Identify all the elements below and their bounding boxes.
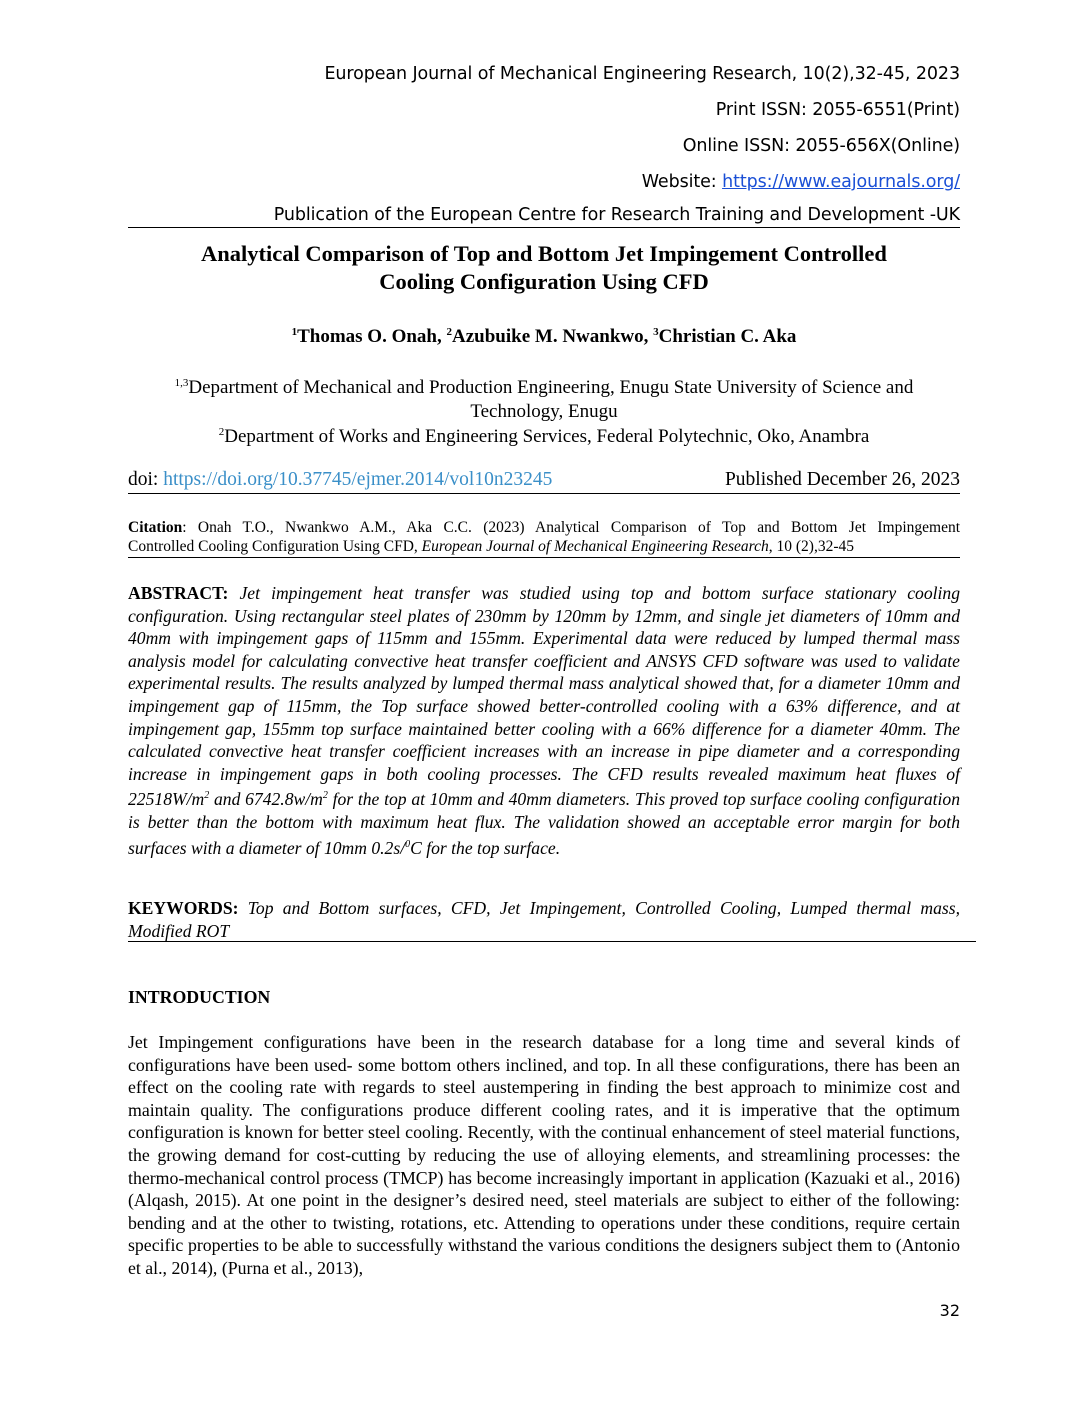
affiliation-2-sup: 2 xyxy=(218,426,225,438)
author-3-sup: 3 xyxy=(653,326,659,338)
abstract-text-2: and 6742.8w/m xyxy=(209,789,323,810)
keywords-text: Top and Bottom surfaces, CFD, Jet Impingement, Controlled Cooling, Lumped thermal mass, Modified ROT xyxy=(128,898,960,941)
abstract-sup-2: 2 xyxy=(322,790,328,802)
affiliation-2-text: Department of Works and Engineering Services, Federal Polytechnic, Oko, Anambra xyxy=(224,426,870,447)
author-2-sup: 2 xyxy=(446,326,452,338)
title-line-2: Cooling Configuration Using CFD xyxy=(379,269,709,294)
doi-line xyxy=(128,468,960,492)
author-2-name: Azubuike M. Nwankwo, xyxy=(452,326,654,347)
paper-title xyxy=(128,240,960,296)
print-issn: Print ISSN: 2055-6551(Print) xyxy=(715,100,960,120)
keywords-divider xyxy=(128,941,976,942)
introduction-paragraph: Jet Impingement configurations have been in the research database for a long time and several kinds of configurations have been used- some bottom others inclined, and top. In all these configurations, there has been an effect on the cooling rate with regards to steel austempering in finding the best approach to minimize cost and maintain quality. The configurations produce different cooling rates, and it is imperative that the optimum configuration is known for better steel cooling. Recently, with the continual enhancement of steel material functions, the growing demand for cost-cutting by reducing the use of alloying elements, and streamlining processes: the thermo-mechanical control process (TMCP) has become increasingly important in application (Kazuaki et al., 2016) (Alqash, 2015). At one point in the designer’s desired need, steel materials are subject to either of the following: bending and at the other to twisting, rotations, etc. Attending to operations under these conditions, require certain specific properties to be able to successfully withstand the various conditions the designers subject them to (Antonio et al., 2014), (Purna et al., 2013), xyxy=(128,1032,960,1278)
website-link[interactable]: https://www.eajournals.org/ xyxy=(722,172,960,192)
citation-journal: European Journal of Mechanical Engineering Research xyxy=(421,538,769,555)
abstract-text-4: C for the top surface. xyxy=(410,837,561,858)
keywords-label: KEYWORDS: xyxy=(128,898,239,918)
citation-block xyxy=(128,518,960,556)
abstract-label: ABSTRACT: xyxy=(128,583,229,603)
abstract-text-3: for the top at 10mm and 40mm diameters. This proved top surface cooling configuration is better than the bottom with maximum heat flux. The validation showed an acceptable error margin for both surfaces with a diameter of 10mm 0.2s/ xyxy=(128,789,960,858)
published-date: Published December 26, 2023 xyxy=(724,469,960,490)
online-issn: Online ISSN: 2055-656X(Online) xyxy=(682,136,960,156)
author-1-name: Thomas O. Onah, xyxy=(297,326,447,347)
citation-divider xyxy=(128,557,960,558)
doi-divider xyxy=(128,493,960,494)
header-divider xyxy=(128,227,960,228)
doi-link[interactable]: https://doi.org/10.37745/ejmer.2014/vol10n23245 xyxy=(163,469,553,490)
affiliation-1-sup: 1,3 xyxy=(174,377,189,389)
citation-label: Citation xyxy=(128,519,183,536)
journal-citation-header: European Journal of Mechanical Engineering Research, 10(2),32-45, 2023 xyxy=(324,64,960,84)
abstract-sup-3: 0 xyxy=(405,838,411,850)
author-3-name: Christian C. Aka xyxy=(658,326,797,347)
citation-text-1: : Onah T.O., Nwankwo A.M., Aka C.C. (2023) Analytical Comparison of Top and Bottom Jet Impingement xyxy=(182,519,960,536)
title-line-1: Analytical Comparison of Top and Bottom Jet Impingement Controlled xyxy=(201,241,887,266)
website-label: Website: xyxy=(641,172,723,192)
affiliation-1-text-cont: Technology, Enugu xyxy=(470,401,618,422)
affiliation-2 xyxy=(128,420,960,449)
author-list xyxy=(128,320,960,349)
page-number: 32 xyxy=(939,1301,960,1320)
publisher-line: Publication of the European Centre for Research Training and Development -UK xyxy=(273,205,960,225)
keywords xyxy=(128,897,960,942)
author-1-sup: 1 xyxy=(291,326,298,338)
affiliation-1-text: Department of Mechanical and Production Engineering, Enugu State University of Science and xyxy=(188,377,914,398)
abstract-sup-1: 2 xyxy=(204,790,210,802)
website-line xyxy=(642,172,960,192)
citation-text-2: Controlled Cooling Configuration Using CFD, xyxy=(128,538,422,555)
abstract xyxy=(128,582,960,859)
abstract-text-1: Jet impingement heat transfer was studied using top and bottom surface stationary cooling configuration. Using rectangular steel plates of 230mm by 120mm by 12mm, and single jet diameters of 10mm and 40mm with impingement gaps of 115mm and 155mm. Experimental data were reduced by lumped thermal mass analysis model for calculating convective heat transfer coefficient and ANSYS CFD software was used to validate experimental results. The results analyzed by lumped thermal mass analytical showed that, for a diameter 10mm and impingement gap of 115mm, the Top surface showed better-controlled cooling with a 63% difference, and at impingement gap, 155mm top surface maintained better cooling with a 66% difference for a diameter 40mm. The calculated convective heat transfer coefficient increases with an increase in pipe diameter and a corresponding increase in impingement gaps in both cooling processes. The CFD results revealed maximum heat fluxes of 22518W/m xyxy=(128,583,960,810)
doi-label: doi: xyxy=(128,469,164,490)
introduction-heading: INTRODUCTION xyxy=(128,987,271,1007)
affiliation-1 xyxy=(128,371,960,424)
citation-text-3: , 10 (2),32-45 xyxy=(768,538,854,555)
